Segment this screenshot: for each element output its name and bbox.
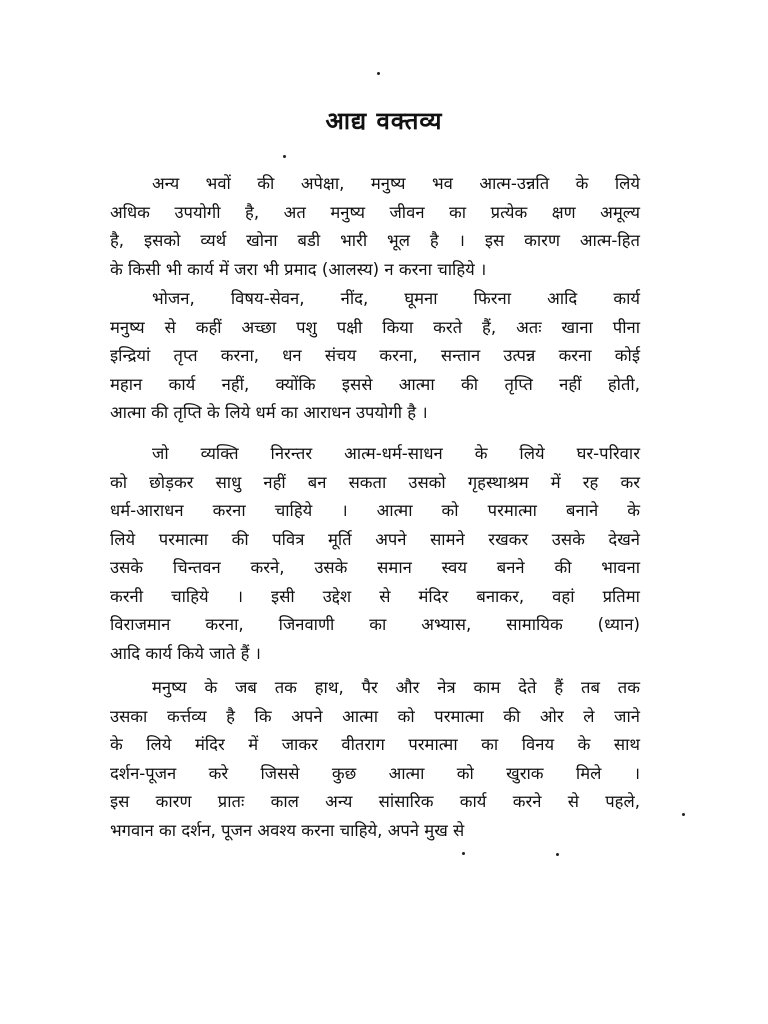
text-line: महान कार्य नहीं, क्योंकि इससे आत्मा की तृप्ति नहीं होती,	[110, 374, 640, 394]
paragraph-4	[110, 674, 640, 845]
text-line: आदि कार्य किये जाते हैं ।	[110, 643, 261, 663]
text-line: जो व्यक्ति निरन्तर आत्म-धर्म-साधन के लिये घर-परिवार	[152, 444, 640, 463]
text-line: अन्य भवों की अपेक्षा, मनुष्य भव आत्म-उन्नति के लिये	[152, 174, 640, 193]
text-line: मनुष्य से कहीं अच्छा पशु पक्षी किया करते हैं, अतः खाना पीना	[110, 317, 640, 337]
text-line: इस कारण प्रातः काल अन्य सांसारिक कार्य करने से पहले,	[110, 792, 640, 811]
text-line: दर्शन-पूजन करे जिससे कुछ आत्मा को खुराक मिले ।	[110, 763, 640, 783]
scan-speck	[682, 813, 685, 816]
text-line: करनी चाहिये । इसी उद्देश से मंदिर बनाकर, वहां प्रतिमा	[110, 586, 640, 606]
text-line: के किसी भी कार्य में जरा भी प्रमाद (आलस्य) न करना चाहिये ।	[110, 259, 487, 279]
text-line: है, इसको व्यर्थ खोना बडी भारी भूल है । इस कारण आत्म-हित	[110, 231, 640, 250]
text-line: इन्द्रियां तृप्त करना, धन संचय करना, सन्तान उत्पन्न करना कोई	[110, 346, 640, 365]
text-line: भोजन, विषय-सेवन, नींद, घूमना फिरना आदि कार्य	[152, 289, 640, 308]
text-line: उसके चिन्तवन करने, उसके समान स्वय बनने की भावना	[110, 558, 640, 577]
text-line: के लिये मंदिर में जाकर वीतराग परमात्मा का विनय के साथ	[110, 735, 640, 754]
text-line: धर्म-आराधन करना चाहिये । आत्मा को परमात्मा बनाने के	[110, 501, 640, 520]
paragraph-2	[110, 285, 640, 428]
scan-speck	[462, 852, 465, 855]
page-title: आद्य वक्तव्य	[325, 107, 443, 135]
paragraph-3	[110, 440, 640, 668]
scan-speck	[283, 155, 286, 158]
text-line: अधिक उपयोगी है, अत मनुष्य जीवन का प्रत्येक क्षण अमूल्य	[110, 202, 640, 222]
scan-speck	[556, 853, 559, 856]
text-line: आत्मा की तृप्ति के लिये धर्म का आराधन उपयोगी है ।	[110, 403, 428, 422]
text-line: उसका कर्त्तव्य है कि अपने आत्मा को परमात्मा की ओर ले जाने	[110, 706, 640, 726]
text-line: को छोड़कर साधु नहीं बन सकता उसको गृहस्थाश्रम में रह कर	[110, 472, 640, 492]
text-line: मनुष्य के जब तक हाथ, पैर और नेत्र काम देते हैं तब तक	[152, 678, 640, 697]
text-line: लिये परमात्मा की पवित्र मूर्ति अपने सामने रखकर उसके देखने	[110, 529, 640, 549]
scan-speck	[377, 72, 380, 75]
text-line: भगवान का दर्शन, पूजन अवश्य करना चाहिये, अपने मुख से	[110, 820, 465, 840]
text-line: विराजमान करना, जिनवाणी का अभ्यास, सामायिक (ध्यान)	[110, 615, 640, 634]
paragraph-1	[110, 170, 640, 284]
